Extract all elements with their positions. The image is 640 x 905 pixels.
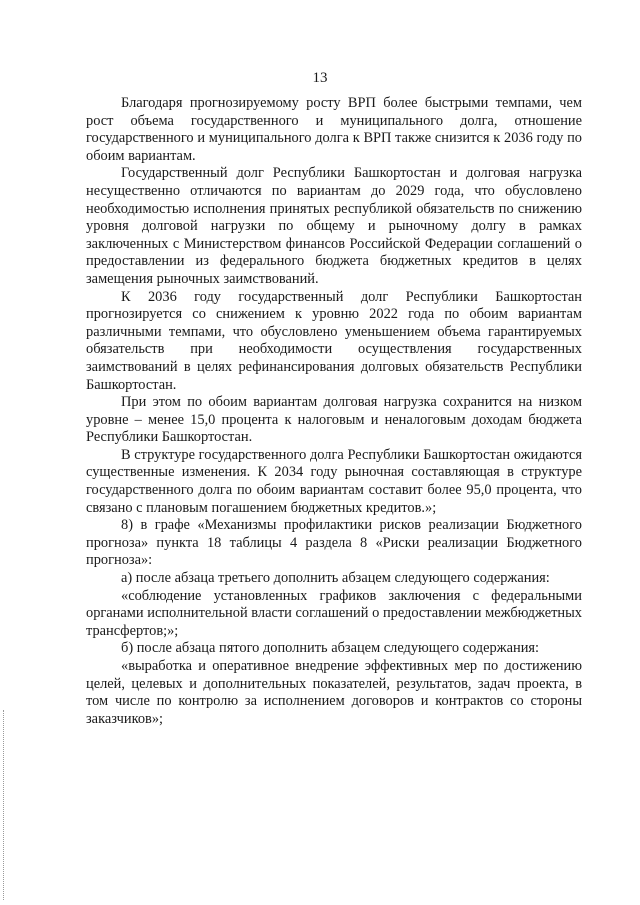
paragraph-item-a-text: «соблюдение установленных графиков заключения с федеральными органами исполнительной власти соглашений о предоставлении межбюджетных трансфертов;»; <box>86 587 582 639</box>
paragraph-item-b: б) после абзаца пятого дополнить абзацем следующего содержания: <box>121 640 540 657</box>
binding-margin-line <box>3 710 4 900</box>
paragraph-low-debt-load: При этом по обоим вариантам долговая нагрузка сохранится на низком уровне – менее 15,0 процента к налоговым и неналоговым доходам бюджета Республики Башкортостан. <box>86 394 582 446</box>
paragraph-item-a: а) после абзаца третьего дополнить абзацем следующего содержания: <box>121 570 550 587</box>
page-number: 13 <box>312 70 328 86</box>
paragraph-debt-2036: К 2036 году государственный долг Республики Башкортостан прогнозируется со снижением к уровню 2022 года по обоим вариантам различными темпами, что обусловлено уменьшением объема гарантируемых обязательств при необходимости осуществления государственных заимствований в целях рефинансирования долговых обязательств Республики Башкортостан. <box>86 288 582 393</box>
paragraph-debt-structure: В структуре государственного долга Республики Башкортостан ожидаются существенные изменения. К 2034 году рыночная составляющая в структуре государственного долга по обоим вариантам составит более 95,0 процента, что связано с плановым погашением бюджетных кредитов.»; <box>86 446 582 516</box>
paragraph-vrp-growth: Благодаря прогнозируемому росту ВРП более быстрыми темпами, чем рост объема государственного и муниципального долга, отношение государственного и муниципального долга к ВРП также снизится к 2036 году по обоим вариантам. <box>86 95 582 164</box>
paragraph-item-8: 8) в графе «Механизмы профилактики рисков реализации Бюджетного прогноза» пункта 18 таблицы 4 раздела 8 «Риски реализации Бюджетного прогноза»: <box>86 517 582 569</box>
paragraph-debt-variants: Государственный долг Республики Башкортостан и долговая нагрузка несущественно отличаются по вариантам до 2029 года, что обусловлено необходимостью исполнения принятых республикой обязательств по снижению уровня долговой нагрузки по общему и рыночному долгу в рамках заключенных с Министерством финансов Российской Федерации соглашений о предоставлении из федерального бюджета бюджетных кредитов в целях замещения рыночных заимствований. <box>86 165 582 287</box>
document-body <box>86 95 582 728</box>
paragraph-item-b-text: «выработка и оперативное внедрение эффективных мер по достижению целей, целевых и дополнительных показателей, результатов, задач проекта, в том числе по контролю за исполнением договоров и контрактов со стороны заказчиков»; <box>86 658 582 727</box>
